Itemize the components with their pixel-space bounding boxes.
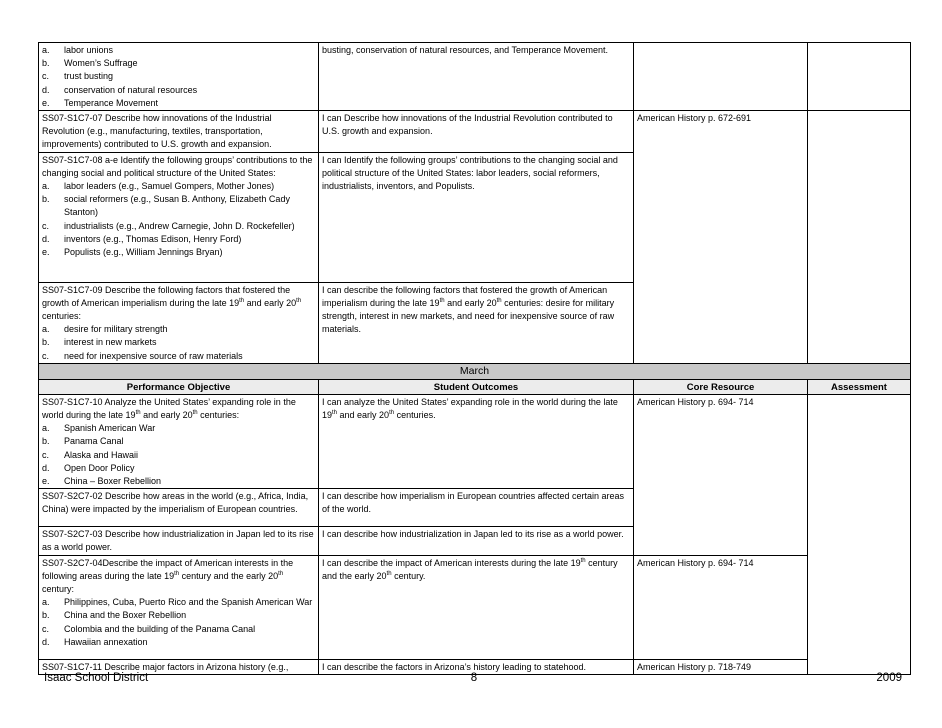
objective-cell: SS07-S2C7-02 Describe how areas in the world (e.g., Africa, India, China) were impacted by the imperialism of European countries. bbox=[39, 489, 319, 527]
table-row bbox=[39, 555, 911, 659]
header-assessment: Assessment bbox=[808, 379, 911, 394]
objective-text: SS07-S1C7-09 Describe the following factors that fostered the growth of American imperialism during the late 19th and early 20th centuries: bbox=[42, 284, 302, 322]
list-item: d. conservation of natural resources bbox=[42, 84, 198, 95]
resource-cell: American History p. 694- 714 bbox=[634, 394, 808, 555]
table-row bbox=[39, 394, 911, 488]
month-band bbox=[39, 363, 911, 379]
assessment-cell bbox=[808, 394, 911, 674]
list-item: c. industrialists (e.g., Andrew Carnegie, John D. Rockefeller) bbox=[42, 220, 295, 231]
objective-cell bbox=[39, 43, 319, 111]
footer-page-number: 8 bbox=[470, 672, 478, 684]
month-label: March bbox=[39, 363, 911, 379]
list-item: a. desire for military strength bbox=[42, 324, 168, 335]
assessment-cell bbox=[808, 43, 911, 111]
header-resource: Core Resource bbox=[634, 379, 808, 394]
list-item: a. Spanish American War bbox=[42, 423, 156, 434]
objective-list bbox=[42, 44, 315, 110]
table-row bbox=[39, 111, 911, 153]
list-item: b. social reformers (e.g., Susan B. Anthony, Elizabeth Cady Stanton) bbox=[42, 194, 290, 218]
list-item: b. Women’s Suffrage bbox=[42, 58, 138, 69]
outcome-cell: I can Identify the following groups’ contributions to the changing social and political structure of the United States: labor leaders, social reformers, industrialists, inventors, and Populists. bbox=[319, 152, 634, 282]
resource-cell: American History p. 718-749 bbox=[634, 659, 808, 674]
table-header-row bbox=[39, 379, 911, 394]
objective-cell bbox=[39, 282, 319, 363]
objective-cell bbox=[39, 555, 319, 659]
list-item: d. inventors (e.g., Thomas Edison, Henry Ford) bbox=[42, 233, 242, 244]
header-outcome: Student Outcomes bbox=[319, 379, 634, 394]
outcome-cell: I can describe how imperialism in European countries affected certain areas of the world. bbox=[319, 489, 634, 527]
outcome-cell: I can Describe how innovations of the Industrial Revolution contributed to U.S. growth and expansion. bbox=[319, 111, 634, 153]
resource-cell bbox=[634, 43, 808, 111]
list-item: d. Hawaiian annexation bbox=[42, 636, 148, 647]
list-item: d. Open Door Policy bbox=[42, 462, 135, 473]
objective-text: SS07-S2C7-04Describe the impact of American interests in the following areas during the late 19th century and the early 20th century: bbox=[42, 557, 294, 595]
list-item: a. labor leaders (e.g., Samuel Gompers, Mother Jones) bbox=[42, 181, 275, 192]
outcome-cell: I can describe the following factors that fostered the growth of American imperialism during the late 19th and early 20th centuries: desire for military strength, interest in new markets, and need for inexpensive source of raw materials. bbox=[319, 282, 634, 363]
list-item: e. China – Boxer Rebellion bbox=[42, 476, 162, 487]
footer-district: Isaac School District bbox=[44, 672, 149, 684]
objective-cell: SS07-S2C7-03 Describe how industrialization in Japan led to its rise as a world power. bbox=[39, 527, 319, 555]
objective-list bbox=[42, 323, 315, 363]
footer-year: 2009 bbox=[876, 672, 902, 684]
outcome-cell: I can describe the impact of American interests during the late 19th century and the early 20th century. bbox=[319, 555, 634, 659]
objective-cell: SS07-S1C7-11 Describe major factors in Arizona history (e.g., bbox=[39, 659, 319, 674]
objective-cell: SS07-S1C7-07 Describe how innovations of the Industrial Revolution (e.g., manufacturing, textiles, transportation, improvements) contributed to U.S. growth and expansion. bbox=[39, 111, 319, 153]
objective-cell bbox=[39, 152, 319, 282]
list-item: b. China and the Boxer Rebellion bbox=[42, 610, 187, 621]
list-item: b. Panama Canal bbox=[42, 436, 124, 447]
objective-cell bbox=[39, 394, 319, 488]
list-item: c. trust busting bbox=[42, 71, 114, 82]
outcome-cell: I can describe how industrialization in Japan led to its rise as a world power. bbox=[319, 527, 634, 555]
page-footer bbox=[38, 670, 910, 686]
table-row bbox=[39, 43, 911, 111]
list-item: c. Alaska and Hawaii bbox=[42, 449, 139, 460]
header-objective: Performance Objective bbox=[39, 379, 319, 394]
outcome-cell: busting, conservation of natural resources, and Temperance Movement. bbox=[319, 43, 634, 111]
list-item: c. need for inexpensive source of raw materials bbox=[42, 350, 243, 361]
objective-list bbox=[42, 596, 315, 649]
list-item: e. Temperance Movement bbox=[42, 97, 159, 108]
outcome-cell: I can analyze the United States’ expanding role in the world during the late 19th and early 20th centuries. bbox=[319, 394, 634, 488]
objective-list bbox=[42, 422, 315, 488]
curriculum-table bbox=[38, 42, 911, 675]
list-item: a. Philippines, Cuba, Puerto Rico and the Spanish American War bbox=[42, 597, 313, 608]
objective-text: SS07-S1C7-08 a-e Identify the following groups’ contributions to the changing social and political structure of the United States: bbox=[42, 154, 313, 178]
assessment-cell bbox=[808, 111, 911, 364]
objective-list bbox=[42, 180, 315, 259]
resource-cell: American History p. 672-691 bbox=[634, 111, 808, 364]
list-item: a. labor unions bbox=[42, 45, 114, 55]
curriculum-page bbox=[38, 42, 910, 675]
objective-text: SS07-S1C7-10 Analyze the United States’ expanding role in the world during the late 19th and early 20th centuries: bbox=[42, 396, 296, 421]
list-item: e. Populists (e.g., William Jennings Bryan) bbox=[42, 247, 223, 258]
resource-cell: American History p. 694- 714 bbox=[634, 555, 808, 659]
outcome-cell: I can describe the factors in Arizona’s history leading to statehood. bbox=[319, 659, 634, 674]
list-item: b. interest in new markets bbox=[42, 337, 157, 348]
list-item: c. Colombia and the building of the Panama Canal bbox=[42, 623, 256, 634]
